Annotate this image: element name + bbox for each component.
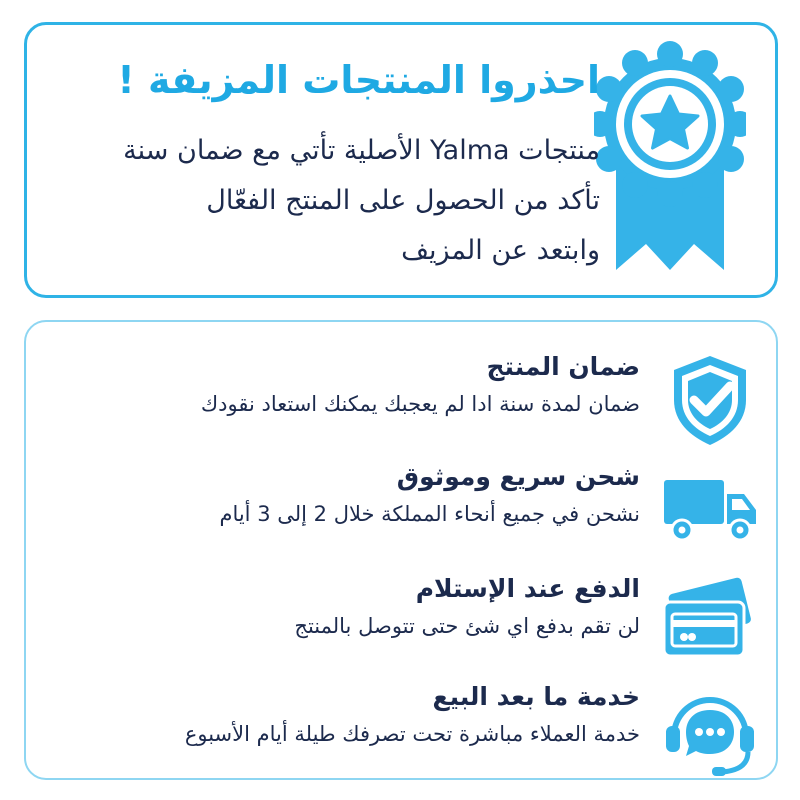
- feature-after-sales: [40, 680, 760, 780]
- feature-cash-on-delivery: [40, 572, 760, 672]
- shield-check-icon: [660, 350, 760, 450]
- feature-title: شحن سريع وموثوق: [396, 462, 640, 491]
- feature-description: ضمان لمدة سنة ادا لم يعجبك يمكنك استعاد نقودك: [200, 392, 640, 416]
- warning-line-3: وابتعد عن المزيف: [401, 235, 600, 266]
- award-ribbon-star-icon: [594, 38, 746, 278]
- feature-description: نشحن في جميع أنحاء المملكة خلال 2 إلى 3 أيام: [219, 502, 640, 526]
- headset-chat-icon: [660, 680, 760, 780]
- feature-description: لن تقم بدفع اي شئ حتى تتوصل بالمنتج: [294, 614, 640, 638]
- payment-cards-icon: [660, 572, 760, 672]
- warning-text: [40, 126, 600, 276]
- feature-title: خدمة ما بعد البيع: [432, 682, 640, 711]
- warning-title: احذروا المنتجات المزيفة !: [117, 58, 600, 102]
- delivery-truck-icon: [660, 460, 760, 560]
- warning-line-2: تأكد من الحصول على المنتج الفعّال: [206, 185, 600, 216]
- warning-line-1: منتجات Yalma الأصلية تأتي مع ضمان سنة: [123, 135, 600, 166]
- feature-title: الدفع عند الإستلام: [415, 574, 640, 603]
- feature-title: ضمان المنتج: [486, 352, 640, 381]
- feature-shipping: [40, 460, 760, 560]
- feature-guarantee: [40, 350, 760, 450]
- feature-description: خدمة العملاء مباشرة تحت تصرفك طيلة أيام الأسبوع: [184, 722, 640, 746]
